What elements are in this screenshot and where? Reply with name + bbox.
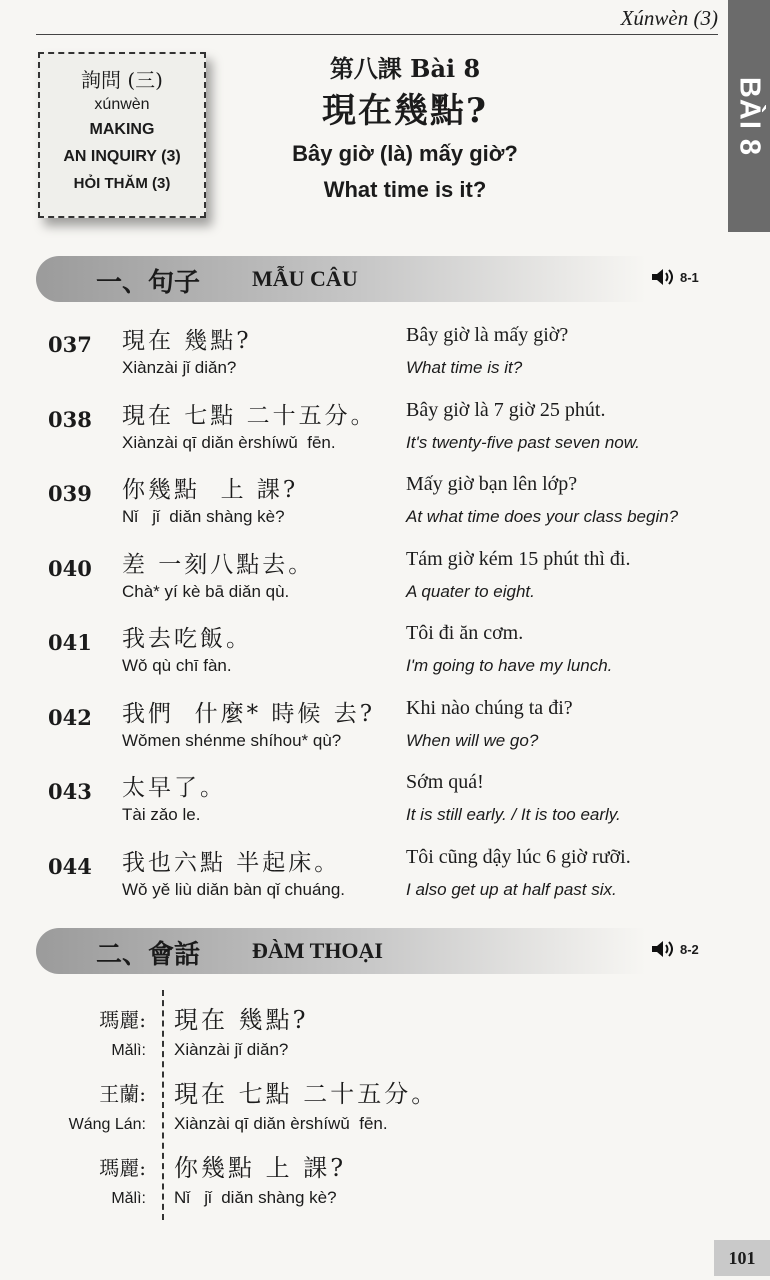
title-en: What time is it? (323, 177, 487, 202)
sentence-row (48, 322, 728, 394)
audio-track-label: 8-2 (680, 941, 699, 957)
topic-pinyin: xúnwèn (94, 96, 150, 113)
sentence-num: 037 (48, 332, 92, 357)
speaker-name-pinyin: Mǎlì : (56, 1190, 146, 1208)
speaker-name-pinyin: Mǎlì : (56, 1042, 146, 1060)
speaker-name-cn: 瑪麗 : (56, 1152, 146, 1181)
sentence-vi: Bây giờ là mấy giờ? (406, 324, 569, 346)
sentence-row (48, 769, 728, 841)
sentence-py: Wǒ qù chī fàn. (122, 656, 232, 675)
sentence-zh: 現在 七點 二十五分。 (122, 402, 377, 429)
sentence-en: At what time does your class begin? (406, 507, 679, 526)
sentence-row (48, 844, 728, 916)
lesson-title (230, 52, 580, 208)
side-tab (728, 0, 770, 232)
speaker-name-pinyin: Wáng Lán : (56, 1116, 146, 1134)
section-dialogue-header (36, 928, 646, 974)
page-number: 101 (714, 1240, 770, 1276)
sentence-num: 041 (48, 630, 92, 655)
sentence-row (48, 695, 728, 767)
sentence-py: Nǐ jǐ diǎn shàng kè? (122, 507, 285, 526)
sentence-vi: Tám giờ kém 15 phút thì đi. (406, 547, 631, 570)
audio-track-8-2[interactable] (650, 938, 699, 960)
sentence-num: 040 (48, 555, 92, 581)
title-cn: 現在幾點? (322, 91, 488, 131)
sentence-num: 043 (48, 779, 92, 804)
sentence-zh: 你幾點 上 課? (122, 477, 299, 503)
sentence-num: 038 (48, 406, 92, 432)
dialogue-pinyin: Xiànzài jǐ diǎn? (174, 1040, 289, 1059)
dialogue-pinyin: Nǐ jǐ diǎn shàng kè? (174, 1188, 337, 1207)
topic-en-2: AN INQUIRY (3) (63, 148, 181, 165)
section-label: 一、句子 (96, 268, 201, 298)
sentence-py: Xiànzài jǐ diǎn? (122, 358, 237, 377)
section-label-vi: MẪU CÂU (252, 266, 358, 291)
sentence-num: 039 (48, 481, 92, 506)
dialogue-pinyin: Xiànzài qī diǎn èrshíwǔ fēn. (174, 1114, 388, 1133)
sentence-num: 044 (48, 853, 92, 879)
header-rule (36, 34, 718, 35)
sentence-zh: 太早了。 (122, 775, 226, 801)
sentence-en: When will we go? (406, 730, 539, 750)
sentence-py: Chà* yí kè bā diǎn qù. (122, 581, 290, 601)
sentence-row (48, 546, 728, 618)
sentence-en: I'm going to have my lunch. (406, 656, 613, 675)
sentence-vi: Tôi cũng dậy lúc 6 giờ rưỡi. (406, 845, 631, 868)
speaker-name-cn: 瑪麗 : (56, 1004, 146, 1033)
section-label: 二、會話 (96, 940, 201, 970)
running-head: Xúnwèn (3) (620, 6, 718, 30)
dialogue-zh: 現在 七點 二十五分。 (174, 1080, 439, 1108)
sentence-en: A quater to eight. (406, 581, 535, 601)
sentence-py: Wǒ yě liù diǎn bàn qǐ chuáng. (122, 879, 346, 899)
sentence-vi: Sớm quá! (406, 771, 484, 793)
sentence-zh: 我們 什麼* 時候 去? (122, 700, 376, 727)
speaker-icon (650, 266, 676, 288)
sentence-en: It's twenty-five past seven now. (406, 432, 640, 452)
audio-track-label: 8-1 (680, 269, 699, 285)
sentence-row (48, 471, 728, 543)
dialogue-divider (162, 990, 164, 1220)
topic-vi: HỎI THĂM (3) (73, 175, 171, 192)
side-tab-label: BÀI 8 (733, 76, 766, 157)
sentence-py: Tài zǎo le. (122, 805, 201, 824)
section-sentences-header (36, 256, 646, 302)
topic-cn: 詢問 (三) (81, 68, 163, 92)
sentence-vi: Tôi đi ăn cơm. (406, 622, 524, 644)
sentence-zh: 現在 幾點? (122, 328, 252, 354)
sentence-zh: 差 一刻八點去。 (122, 551, 315, 578)
sentence-py: Xiànzài qī diǎn èrshíwǔ fēn. (122, 432, 336, 452)
section-label-vi: ĐÀM THOẠI (252, 938, 383, 963)
sentence-vi: Khi nào chúng ta đi? (406, 696, 573, 719)
sentence-en: It is still early. / It is too early. (406, 805, 621, 824)
speaker-name-cn: 王蘭 : (56, 1078, 146, 1107)
audio-track-8-1[interactable] (650, 266, 699, 288)
topic-en-1: MAKING (89, 121, 155, 138)
sentence-py: Wǒmen shénme shíhou* qù? (122, 730, 342, 750)
sentence-vi: Mấy giờ bạn lên lớp? (406, 473, 578, 495)
title-vi: Bây giờ (là) mấy giờ? (292, 141, 518, 166)
dialogue-zh: 現在 幾點? (174, 1006, 309, 1034)
sentence-vi: Bây giờ là 7 giờ 25 phút. (406, 398, 606, 421)
sentence-zh: 我也六點 半起床。 (122, 849, 341, 876)
lesson-number: 第八課 Bài 8 (329, 54, 481, 83)
sentence-en: I also get up at half past six. (406, 879, 617, 899)
sentence-row (48, 397, 728, 469)
sentence-row (48, 620, 728, 692)
sentence-en: What time is it? (406, 358, 523, 377)
dialogue-zh: 你幾點 上 課? (174, 1154, 347, 1182)
lesson-topic-box (38, 52, 206, 218)
speaker-icon (650, 938, 676, 960)
sentence-zh: 我去吃飯。 (122, 626, 252, 652)
sentence-num: 042 (48, 704, 92, 730)
